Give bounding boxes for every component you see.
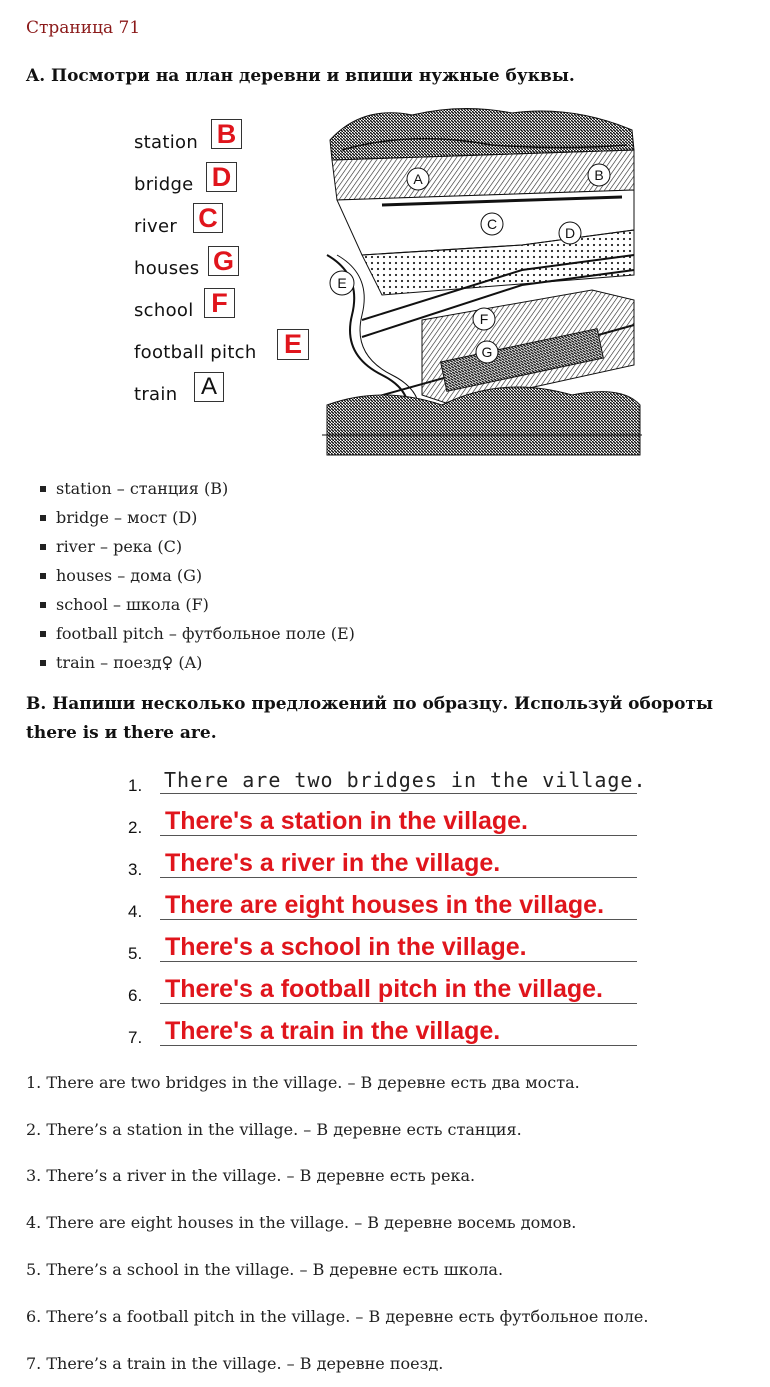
translation-line: 3. There’s a river in the village. – В деревне есть река. bbox=[26, 1166, 476, 1185]
section-b-heading bbox=[26, 690, 713, 748]
svg-text:C: C bbox=[486, 216, 498, 232]
svg-text:D: D bbox=[564, 225, 576, 241]
answer-box: C bbox=[193, 203, 223, 233]
list-item: school – школа (F) bbox=[38, 594, 355, 623]
line-number: 7. bbox=[128, 1028, 143, 1047]
answer-box: B bbox=[211, 119, 242, 149]
translation-line: 6. There’s a football pitch in the village. – В деревне есть футбольное поле. bbox=[26, 1307, 649, 1326]
map-label-b bbox=[588, 164, 610, 186]
line-number: 2. bbox=[128, 818, 143, 837]
exercise-word: station bbox=[134, 132, 199, 153]
exercise-word: bridge bbox=[134, 174, 194, 195]
map-label-g bbox=[476, 341, 498, 363]
list-item: river – река (C) bbox=[38, 536, 355, 565]
line-number: 1. bbox=[128, 776, 143, 795]
svg-text:B: B bbox=[594, 167, 604, 183]
svg-text:A: A bbox=[413, 171, 423, 187]
writing-line bbox=[128, 1010, 643, 1050]
exercise-word: river bbox=[134, 216, 178, 237]
map-label-e bbox=[330, 271, 354, 295]
list-item: football pitch – футбольное поле (E) bbox=[38, 623, 355, 652]
writing-line bbox=[128, 800, 643, 840]
writing-line bbox=[128, 968, 643, 1008]
exercise-word: train bbox=[134, 384, 178, 405]
exercise-word: houses bbox=[134, 258, 200, 279]
map-label-a bbox=[407, 168, 429, 190]
svg-text:G: G bbox=[481, 344, 493, 360]
answer-box: F bbox=[204, 288, 235, 318]
answer-box: E bbox=[277, 329, 309, 360]
translation-line: 1. There are two bridges in the village. – В деревне есть два моста. bbox=[26, 1073, 580, 1092]
line-sentence: There are eight houses in the village. bbox=[165, 891, 605, 919]
line-rule bbox=[160, 793, 637, 794]
list-item: train – поезд♀ (A) bbox=[38, 652, 355, 681]
answer-box: A bbox=[194, 372, 224, 402]
answer-box: D bbox=[206, 162, 237, 192]
section-b-heading-line1: B. Напиши несколько предложений по образцу. Используй обороты bbox=[26, 694, 713, 714]
translation-line: 2. There’s a station in the village. – В деревне есть станция. bbox=[26, 1120, 522, 1139]
writing-line bbox=[128, 926, 643, 966]
answer-box: G bbox=[208, 246, 239, 276]
line-number: 5. bbox=[128, 944, 143, 963]
map-label-f bbox=[473, 308, 495, 330]
list-item: bridge – мост (D) bbox=[38, 507, 355, 536]
line-sentence: There's a train in the village. bbox=[165, 1017, 501, 1045]
list-item: station – станция (B) bbox=[38, 478, 355, 507]
exercise-word: football pitch bbox=[134, 342, 257, 363]
writing-line bbox=[128, 884, 643, 924]
map-label-d bbox=[559, 222, 581, 244]
translation-line: 5. There’s a school in the village. – В деревне есть школа. bbox=[26, 1260, 504, 1279]
line-number: 4. bbox=[128, 902, 143, 921]
section-b-heading-line2: there is и there are. bbox=[26, 723, 217, 743]
line-sentence: There are two bridges in the village. bbox=[164, 768, 647, 792]
page-title: Страница 71 bbox=[26, 18, 141, 38]
writing-line bbox=[128, 842, 643, 882]
map-label-layer bbox=[322, 105, 642, 457]
map-label-c bbox=[481, 213, 503, 235]
line-number: 6. bbox=[128, 986, 143, 1005]
exercise-word: school bbox=[134, 300, 194, 321]
translation-line: 4. There are eight houses in the village. – В деревне восемь домов. bbox=[26, 1213, 577, 1232]
line-sentence: There's a football pitch in the village. bbox=[165, 975, 603, 1003]
line-sentence: There's a school in the village. bbox=[165, 933, 527, 961]
svg-text:F: F bbox=[479, 311, 489, 327]
line-sentence: There's a river in the village. bbox=[165, 849, 501, 877]
list-item: houses – дома (G) bbox=[38, 565, 355, 594]
line-number: 3. bbox=[128, 860, 143, 879]
village-map-illustration bbox=[322, 105, 642, 457]
section-a-heading: A. Посмотри на план деревни и впиши нужные буквы. bbox=[26, 66, 575, 86]
translation-line: 7. There’s a train in the village. – В деревне поезд. bbox=[26, 1354, 444, 1373]
line-sentence: There's a station in the village. bbox=[165, 807, 528, 835]
svg-text:E: E bbox=[337, 275, 347, 291]
translation-list bbox=[38, 478, 355, 681]
writing-line bbox=[128, 758, 647, 798]
